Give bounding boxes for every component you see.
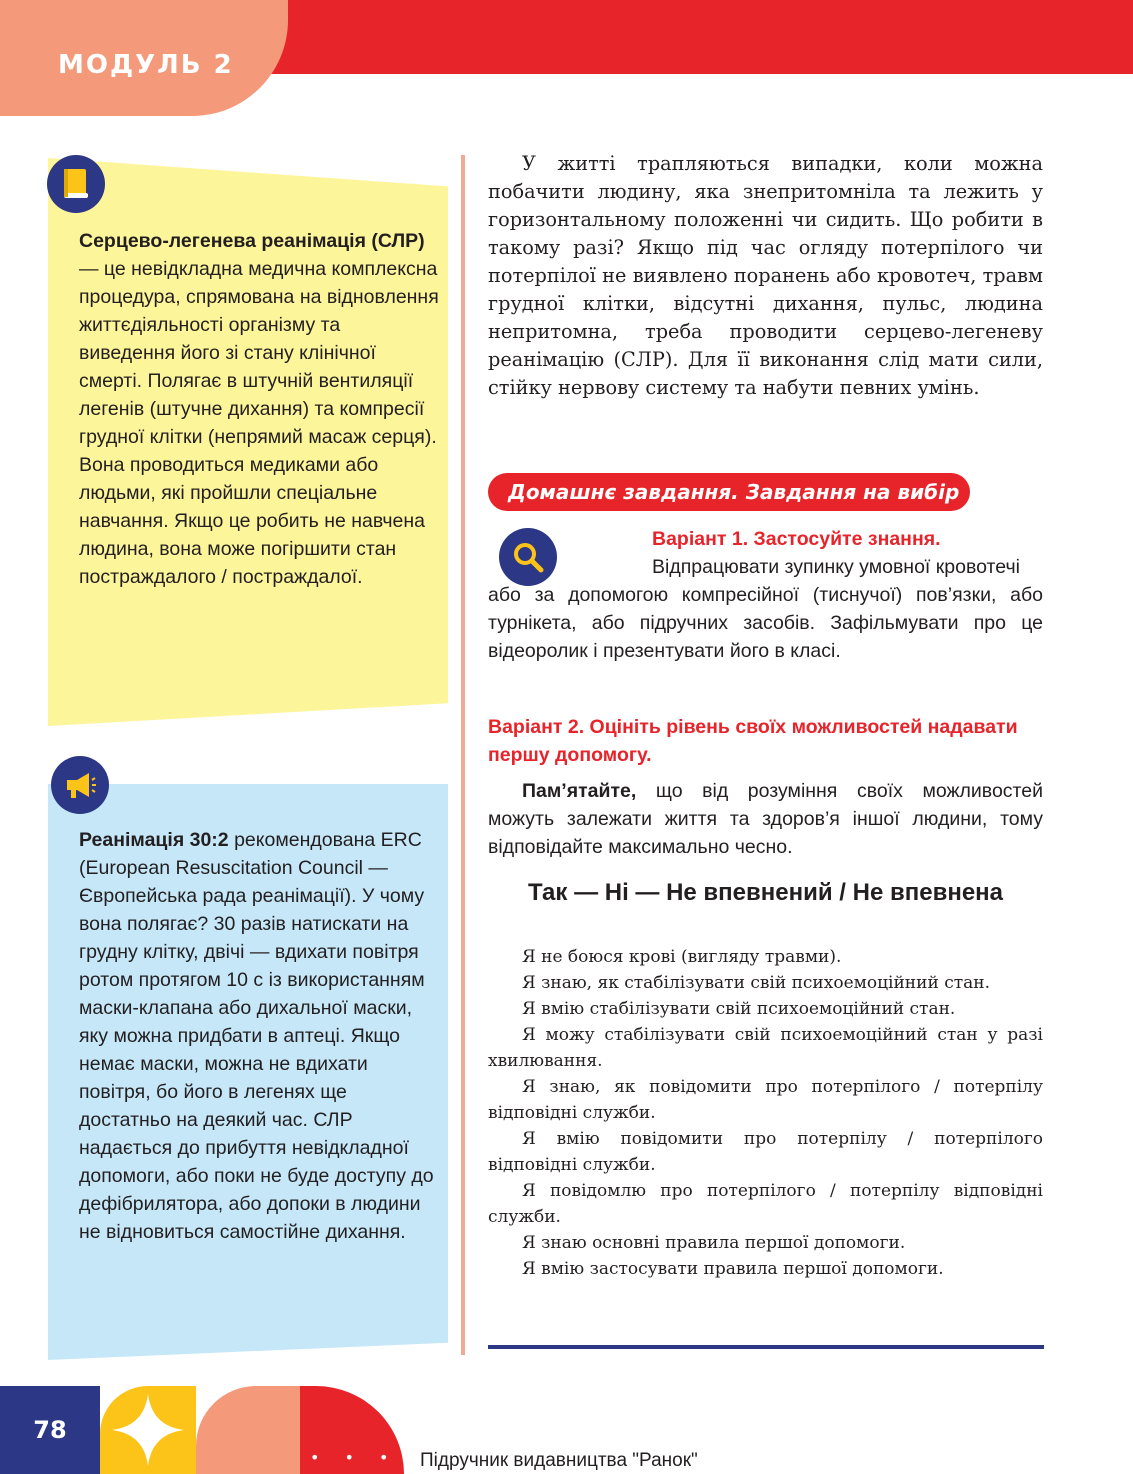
footer-dots: • • • • [310, 1448, 434, 1467]
variant1-text-b: або за допомогою компресійної (тиснучої) пов’язки, або турнікета, або підручних засобів. Зафільмувати про це відеоролик і презентувати його в класі. [488, 584, 1043, 662]
statement-item: Я знаю основні правила першої допомоги. [522, 1233, 906, 1253]
variant1-title: Варіант 1. Застосуйте знання. [652, 528, 941, 550]
star-icon [100, 1386, 196, 1474]
homework-title: Домашнє завдання. Завдання на вибір [488, 473, 970, 511]
variant1-block [488, 525, 1043, 665]
page-number: 78 [0, 1386, 100, 1474]
footer-yellow-block [100, 1386, 196, 1474]
publisher-credit: Підручник видавництва "Ранок" [420, 1450, 698, 1471]
remember-bold: Пам’ятайте, [522, 780, 637, 802]
statement-item: Я повідомлю про потерпілого / потерпілу відповідні служби. [488, 1181, 1043, 1227]
footer-salmon-block [196, 1386, 300, 1474]
answer-options-heading: Так — Ні — Не впевнений / Не впевнена [527, 879, 1004, 906]
variant1-text-a: Відпрацювати зупинку умовної кровотечі [652, 556, 1020, 578]
variant2-title: Варіант 2. Оцініть рівень своїх можливостей надавати першу допомогу. [488, 716, 1018, 766]
ratio-term: Реанімація 30:2 [79, 829, 229, 851]
remember-paragraph [488, 777, 1043, 861]
column-divider [461, 155, 465, 1355]
statement-item: Я можу стабілізувати свій психоемоційний стан у разі хвилювання. [488, 1025, 1043, 1071]
ratio-description: рекомендована ERC (European Resuscitation Council — Європейська рада реанімації). У чому вона полягає? 30 разів натискати на грудну клітку, двічі — вдихати повітря ротом протягом 10 с із використанням маски-клапана або дихальної маски, яку можна придбати в аптеці. Якщо немає маски, можна не вдихати повітря, бо його в легенях ще достатньо на деякий час. СЛР надається до прибуття невідкладної допомоги, або поки не буде доступу до дефібрилятора, або допоки в людини не відновиться самостійне дихання. [79, 829, 434, 1243]
module-tab [0, 0, 288, 116]
statement-item: Я знаю, як повідомити про потерпілого / потерпілу відповідні служби. [488, 1077, 1043, 1123]
megaphone-icon [51, 756, 109, 814]
statement-list [488, 944, 1043, 1282]
cpr-description: — це невідкладна медична комплексна процедура, спрямована на відновлення життєдіяльності організму та виведення його зі стану клінічної смерті. Полягає в штучній вентиляції легенів (штучне дихання) та компресії грудної клітки (непрямий масаж серця). Вона проводиться медиками або людьми, які пройшли спеціальне навчання. Якщо це робить не навчена людина, вона може погіршити стан постраждалого / постраждалої. [79, 258, 439, 588]
statement-item: Я не боюся крові (вигляду травми). [522, 947, 842, 967]
cpr-definition-text [79, 227, 439, 591]
statement-item: Я вмію застосувати правила першої допомоги. [522, 1259, 944, 1279]
module-label: МОДУЛЬ 2 [58, 50, 234, 80]
ratio-text [79, 826, 435, 1246]
section-end-rule [488, 1345, 1044, 1349]
statement-item: Я знаю, як стабілізувати свій психоемоційний стан. [522, 973, 990, 993]
book-icon [47, 155, 105, 213]
remember-text: що від розуміння своїх можливостей можуть залежати життя та здоров’я іншої людини, тому відповідайте максимально чесно. [488, 780, 1043, 858]
statement-item: Я вмію стабілізувати свій психоемоційний стан. [522, 999, 956, 1019]
intro-paragraph: У житті трапляються випадки, коли можна побачити людину, яка знепритомніла та лежить у горизонтальному положенні чи сидить. Що робити в такому разі? Якщо під час огляду потерпілого чи потерпілої не виявлено поранень або кровотеч, травм грудної клітки, відсутні дихання, пульс, людина непритомна, треба проводити серцево-легеневу реанімацію (СЛР). Для її виконання слід мати сили, стійку нервову систему та набути певних умінь. [488, 152, 1043, 399]
statement-item: Я вмію повідомити про потерпілу / потерпілого відповідні служби. [488, 1129, 1043, 1175]
cpr-term: Серцево-легенева реанімація (СЛР) [79, 230, 425, 252]
